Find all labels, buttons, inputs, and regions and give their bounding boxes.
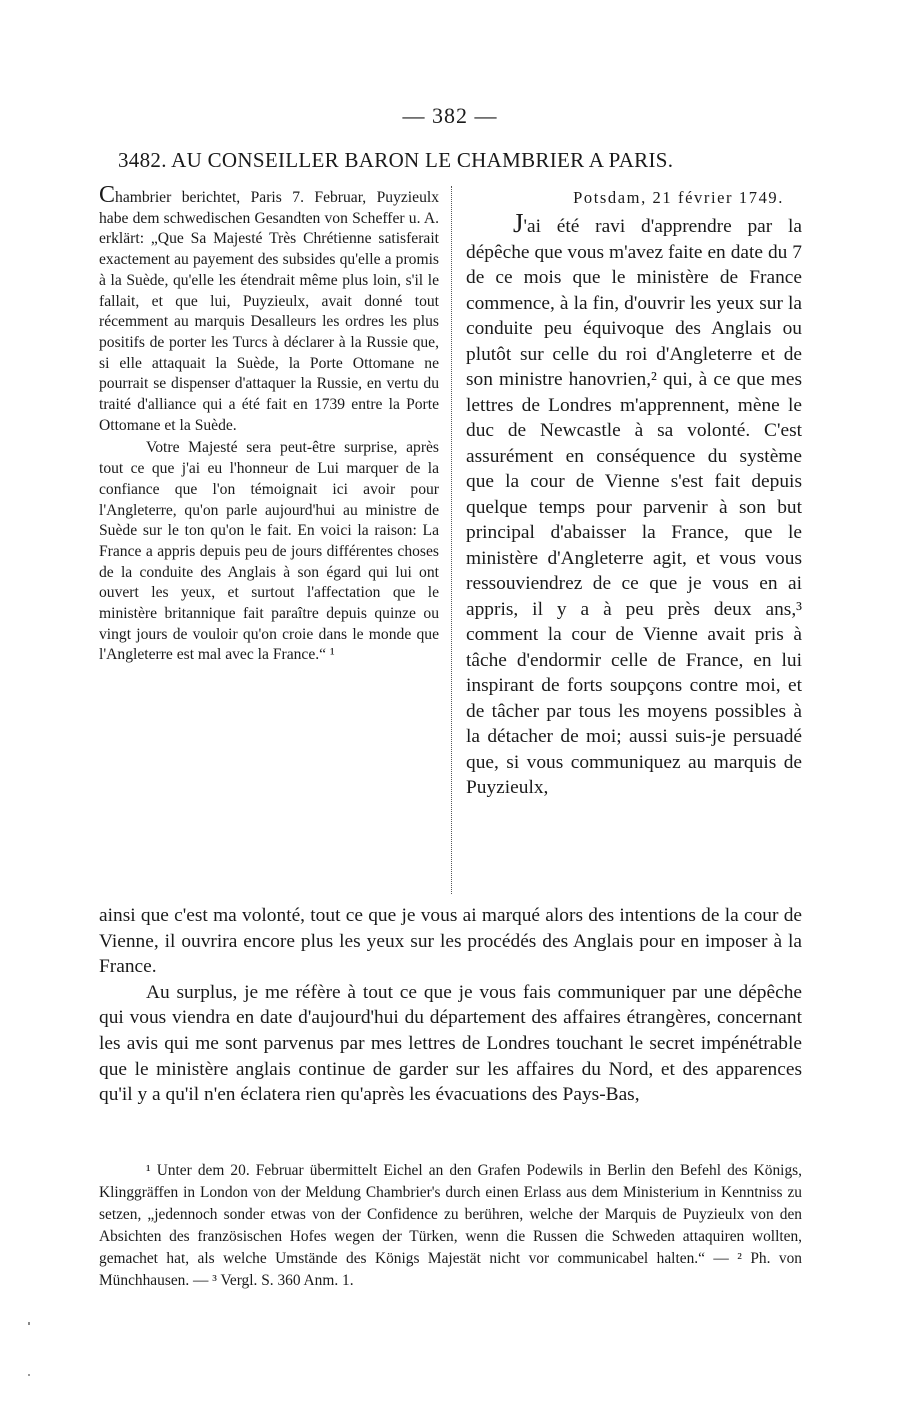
margin-speck [28,1374,30,1376]
summary-text-1: hambrier berichtet, Paris 7. Februar, Puyzieulx habe dem schwedischen Gesandten von Scheffer u. A. erklärt: „Que Sa Majesté Très Chrétienne satisferait exactement au payement des subsides qu'elle a promis à la Suède, qu'elle les étendrait même plus loin, s'il le fallait, et que lui, Puyzieulx, avait donné tout récemment au marquis Desalleurs les ordres les plus positifs de porter les Turcs à déclarer à la Russie que, si elle attaquait la Suède, la Porte Ottomane ne pourrait se dispenser d'attaquer la Russie, en vertu du traité d'alliance qui a été fait en 1739 entre la Porte Ottomane et la Suède. [99,189,439,434]
letter-initial: J [513,208,524,238]
letter-continuation: ainsi que c'est ma volonté, tout ce que je vous ai marqué alors des intentions de la cour de Vienne, il ouvrira encore plus les yeux sur les procédés des Anglais pour en imposer à la France. [99,905,802,978]
column-divider [451,186,452,894]
drop-cap: C [99,182,116,208]
footnotes [99,1160,802,1292]
letter-body-full-width [99,903,802,1108]
letter-column [466,208,802,801]
margin-speck [28,1322,30,1325]
letter-heading: 3482. AU CONSEILLER BARON LE CHAMBRIER A PARIS. [118,148,674,172]
summary-column [99,182,439,666]
dateline: Potsdam, 21 février 1749. [573,188,784,207]
letter-paragraph-1 [466,208,802,801]
letter-paragraph-2: Au surplus, je me réfère à tout ce que je vous fais communiquer par une dépêche qui vous viendra en date d'aujourd'hui du département des affaires étrangères, concernant les avis qui me sont parvenus par mes lettres de Londres touchant le secret impénétrable que le ministère anglais continue de garder sur les affaires du Nord, et des apparences qu'il y a qu'il n'en éclatera rien qu'après les évacuations des Pays-Bas, [99,981,802,1106]
letter-text-1: 'ai été ravi d'apprendre par la dépêche que vous m'avez faite en date du 7 de ce mois que le ministère de France commence, à la fin, d'ouvrir les yeux sur la conduite peu équivoque des Anglais ou plutôt sur celle du roi d'Angleterre et de son ministre hanovrien,² qui, à ce que mes lettres de Londres m'apprennent, mène le duc de Newcastle à sa volonté. C'est assurément en conséquence du système que la cour de Vienne s'est fait depuis quelque temps pour parvenir à son but principal d'abaisser la France, que le ministère d'Angleterre agit, et vous vous ressouviendrez de ce que je vous en ai appris, il y a à peu près deux ans,³ comment la cour de Vienne avait pris à tâche d'endormir celle de France, en lui inspirant de forts soupçons contre moi, et de tâcher par tous les moyens possibles à la détacher de moi; aussi suis-je persuadé que, si vous communiquez au marquis de Puyzieulx, [466,216,802,798]
footnote-text: ¹ Unter dem 20. Februar übermittelt Eichel an den Grafen Podewils in Berlin den Befehl des Königs, Klinggräffen in London von der Meldung Chambrier's durch einen Erlass aus dem Ministerium in Kenntniss zu setzen, „jedennoch sonder etwas von der Confidence zu berühren, welche der Marquis de Puyzieulx von den Absichten des französischen Hofes wegen der Türken, wenn die Russen die Schweden attaquiren wollten, gemachet hat, als welche Umstände des Königs Majestät nicht vor communicabel halten.“ — ² Ph. von Münchhausen. — ³ Vergl. S. 360 Anm. 1. [99,1162,802,1289]
summary-paragraph-1 [99,182,439,436]
summary-paragraph-2: Votre Majesté sera peut-être surprise, après tout ce que j'ai eu l'honneur de Lui marquer de la confiance que l'on témoignait ici avoir pour l'Angleterre, qu'on parle aujourd'hui au ministre de Suède sur le ton qu'on le fait. En voici la raison: La France a appris depuis peu de jours différentes choses de la conduite des Anglais à son égard qui lui ont ouvert les yeux, et surtout l'affectation que le ministère britannique fait paraître depuis quinze ou vingt jours de vouloir qu'on croie dans le monde que l'Angleterre est mal avec la France.“ ¹ [99,439,439,664]
page-number: — 382 — [402,103,498,128]
